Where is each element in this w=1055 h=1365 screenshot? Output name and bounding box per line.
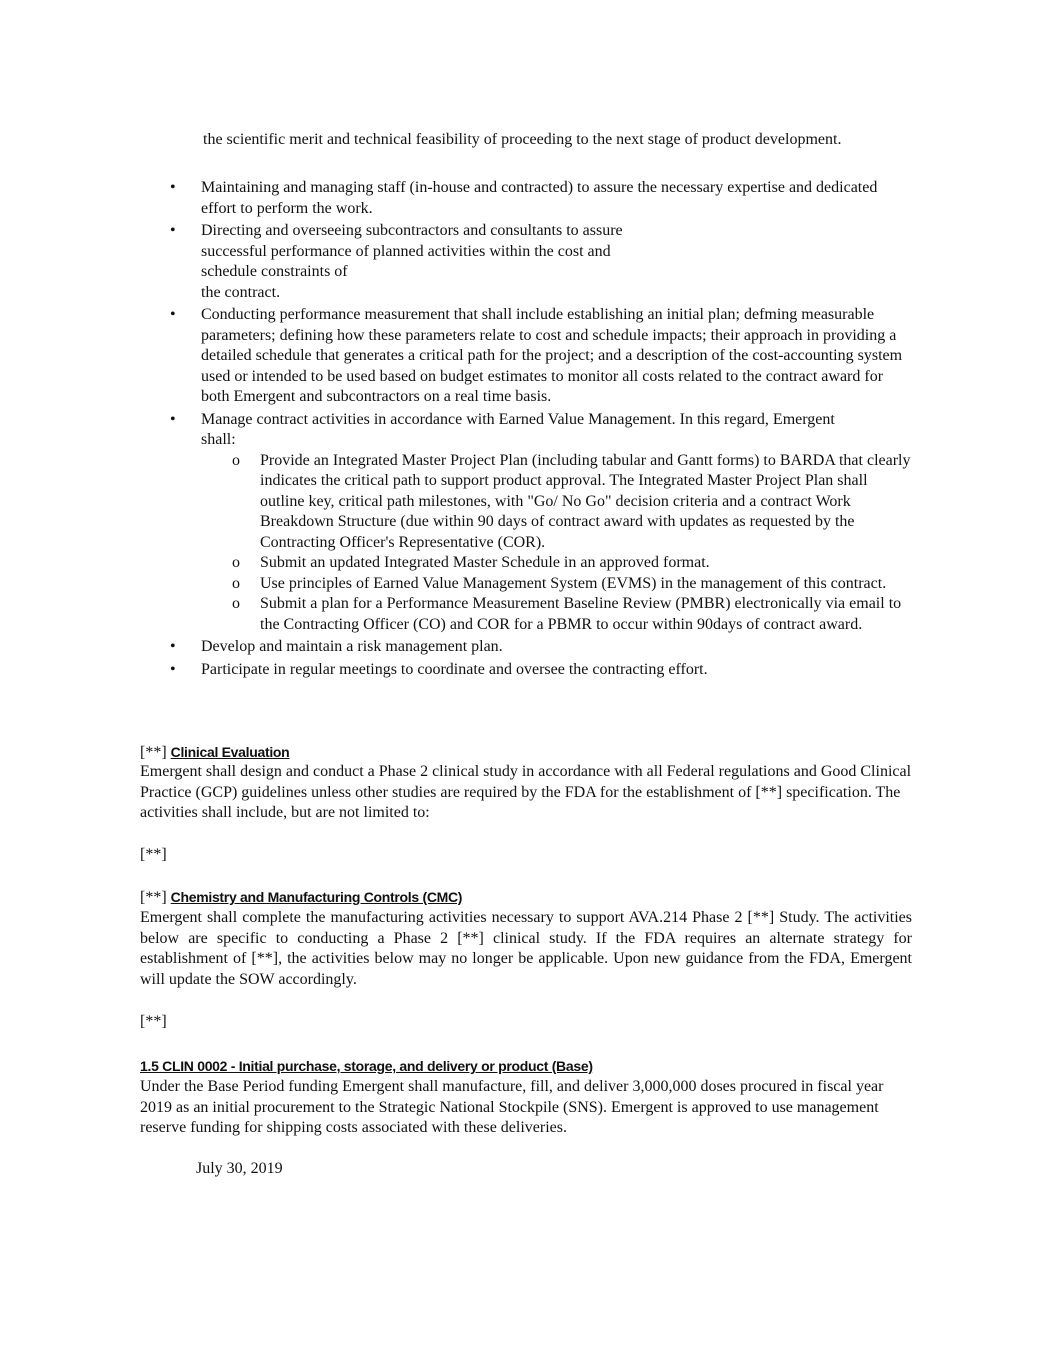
list-item-text-tail: the contract.	[201, 283, 281, 301]
continuation-paragraph: the scientific merit and technical feasibility of proceeding to the next stage of product development.	[203, 131, 842, 148]
clin-body: Under the Base Period funding Emergent shall manufacture, fill, and deliver 3,000,000 doses procured in fiscal year 2019 as an initial procurement to the Strategic National Stockpile (SNS). Emergent is approved to use management reserve funding for shipping costs associated with these deliveries.	[140, 1078, 884, 1136]
evm-sub-list	[201, 451, 915, 636]
sub-bullet-marker: o	[232, 574, 240, 592]
list-item-text: Manage contract activities in accordance with Earned Value Management. In this regard, Emergent shall:	[201, 410, 835, 448]
clin-heading	[140, 1056, 593, 1078]
list-item	[170, 221, 915, 303]
sub-bullet-marker: o	[232, 554, 240, 571]
clinical-evaluation-heading	[140, 742, 289, 764]
list-item	[170, 637, 915, 658]
bullet-marker: •	[170, 222, 176, 239]
list-item-text: Develop and maintain a risk management plan.	[201, 638, 503, 655]
redaction-tag: [**]	[140, 744, 167, 761]
sub-bullet-marker: o	[232, 595, 240, 612]
list-item-text: Participate in regular meetings to coordinate and oversee the contracting effort.	[201, 660, 708, 678]
sub-list-item-text: Submit a plan for a Performance Measurement Baseline Review (PMBR) electronically via email to the Contracting Officer (CO) and COR for a PBMR to occur within 90days of contract award.	[260, 595, 902, 633]
section-title: Clinical Evaluation	[170, 744, 290, 760]
bullet-marker: •	[170, 410, 176, 428]
section-title: 1.5 CLIN 0002 - Initial purchase, storage, and delivery or product (Base)	[140, 1058, 593, 1074]
sub-list-item-text: Use principles of Earned Value Management System (EVMS) in the management of this contract.	[260, 574, 887, 592]
footer-date: July 30, 2019	[196, 1160, 283, 1177]
list-item-text: Conducting performance measurement that shall include establishing an initial plan; defming measurable parameters; defining how these parameters relate to cost and schedule impacts; their approach in providing a detailed schedule that generates a critical path for the project; and a description of the cost-accounting system used or intended to be used based on budget estimates to monitor all costs related to the contract award for both Emergent and subcontractors on a real time basis.	[201, 306, 903, 405]
cmc-heading	[140, 887, 462, 909]
responsibility-list	[170, 178, 915, 682]
list-item-text: Maintaining and managing staff (in-house and contracted) to assure the necessary expertise and dedicated effort to perform the work.	[201, 179, 878, 217]
sub-list-item-text: Provide an Integrated Master Project Plan (including tabular and Gantt forms) to BARDA that clearly indicates the critical path to support product approval. The Integrated Master Project Plan shall outline key, critical path milestones, with "Go/ No Go" decision criteria and a contract Work Breakdown Structure (due within 90 days of contract award with updates as requested by the Contracting Officer's Representative (COR).	[260, 451, 911, 551]
sub-list-item	[201, 553, 915, 574]
bullet-marker: •	[170, 638, 176, 655]
redacted-placeholder: [**]	[140, 846, 167, 863]
sub-list-item-text: Submit an updated Integrated Master Schedule in an approved format.	[260, 554, 710, 571]
sub-list-item	[201, 574, 915, 595]
list-item-text: Directing and overseeing subcontractors and consultants to assure successful performance of planned activities within the cost and schedule constraints of	[201, 222, 623, 280]
sub-list-item	[201, 451, 915, 554]
section-title: Chemistry and Manufacturing Controls (CMC)	[170, 889, 463, 905]
redacted-placeholder: [**]	[140, 1013, 167, 1030]
bullet-marker: •	[170, 306, 176, 323]
clinical-evaluation-body: Emergent shall design and conduct a Phase 2 clinical study in accordance with all Federal regulations and Good Clinical Practice (GCP) guidelines unless other studies are required by the FDA for the establishment of [**] specification. The activities shall include, but are not limited to:	[140, 763, 912, 821]
list-item	[170, 178, 915, 219]
list-item	[170, 305, 915, 408]
list-item	[170, 410, 915, 636]
sub-list-item	[201, 594, 915, 635]
list-item	[170, 660, 915, 681]
cmc-body: Emergent shall complete the manufacturing activities necessary to support AVA.214 Phase 2 [**] Study. The activities below are specific to conducting a Phase 2 [**] clinical study. If the FDA requires an alternate strategy for establishment of [**], the activities below may no longer be applicable. Upon new guidance from the FDA, Emergent will update the SOW accordingly.	[140, 909, 912, 988]
bullet-marker: •	[170, 179, 176, 196]
sub-bullet-marker: o	[232, 451, 240, 469]
redaction-tag: [**]	[140, 889, 167, 906]
bullet-marker: •	[170, 660, 176, 678]
